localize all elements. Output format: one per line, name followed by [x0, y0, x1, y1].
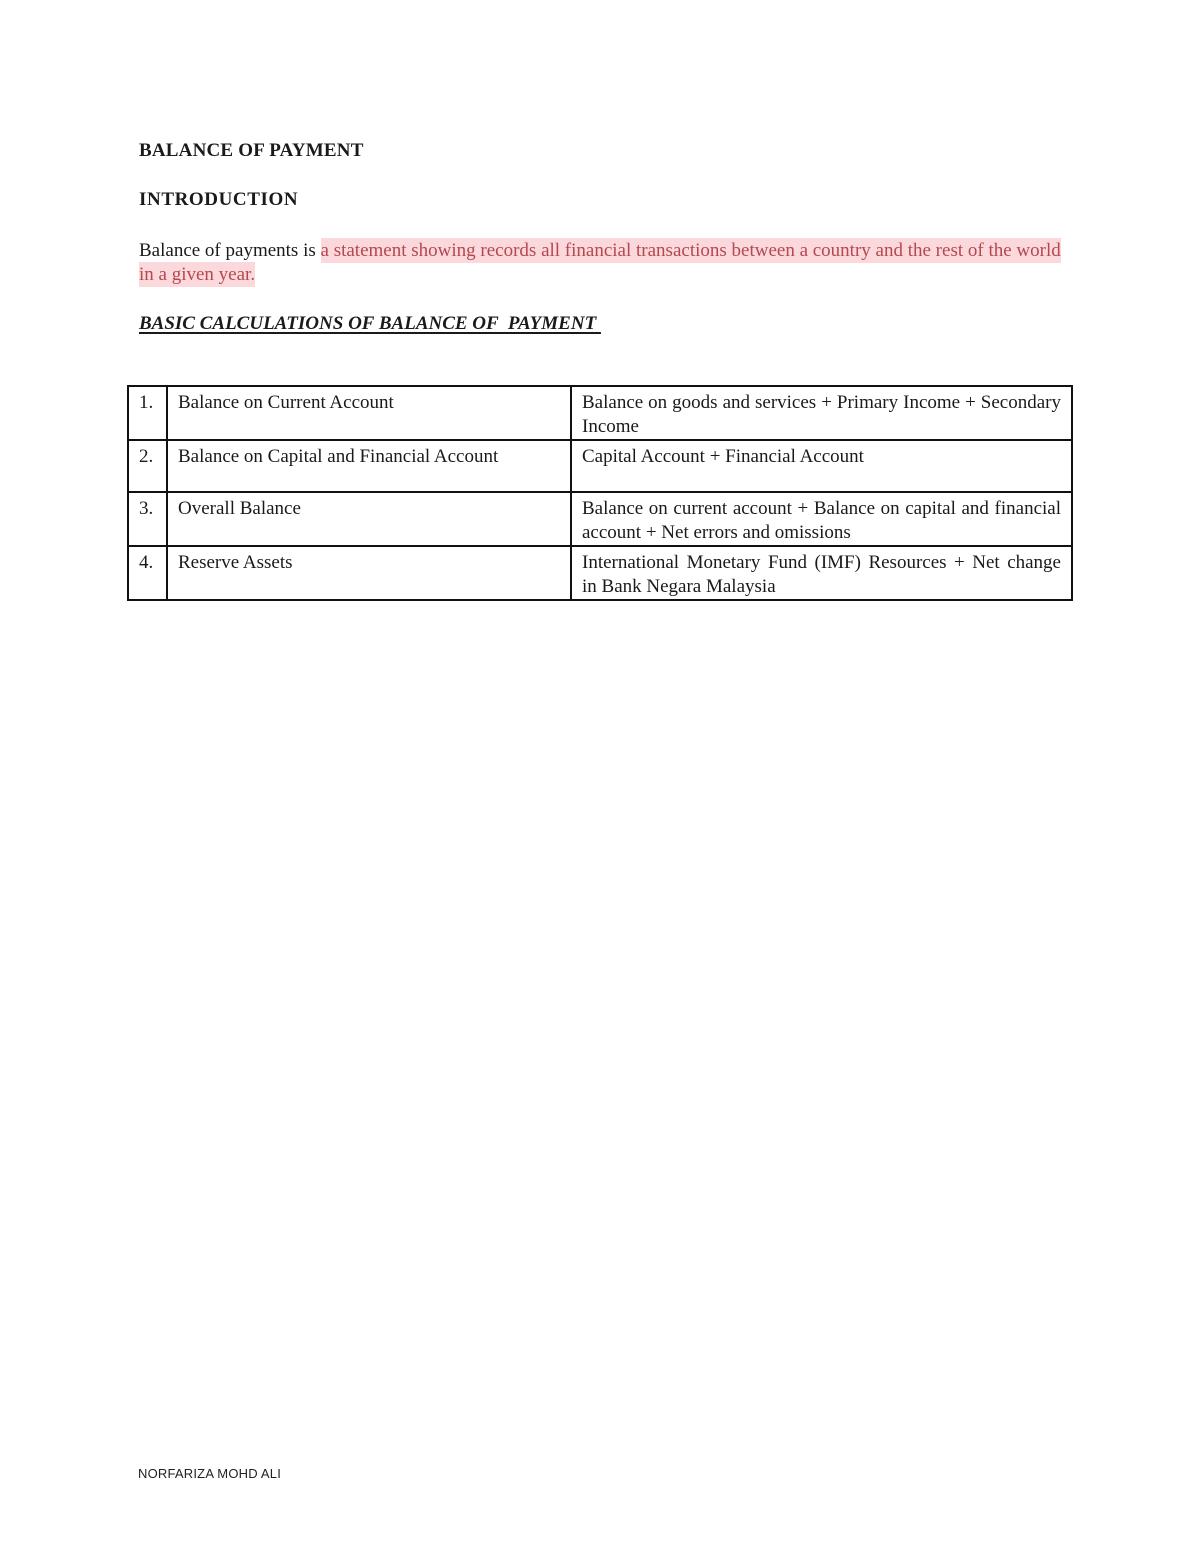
intro-lead-text: Balance of payments is — [139, 240, 321, 261]
row-formula: International Monetary Fund (IMF) Resources + Net change in Bank Negara Malaysia — [571, 546, 1072, 600]
row-number: 4. — [128, 546, 167, 600]
row-name: Overall Balance — [167, 492, 571, 546]
highlighted-definition: a statement showing records all financial transactions between a country and the rest of the world in a given year. — [139, 240, 1061, 285]
row-name: Balance on Current Account — [167, 386, 571, 440]
row-number: 1. — [128, 386, 167, 440]
document-title: BALANCE OF PAYMENT — [139, 140, 364, 161]
row-name: Reserve Assets — [167, 546, 571, 600]
table-row — [128, 546, 1072, 600]
row-formula: Balance on current account + Balance on capital and financial account + Net errors and omissions — [571, 492, 1072, 546]
intro-paragraph — [139, 239, 1069, 287]
row-formula: Capital Account + Financial Account — [571, 440, 1072, 492]
section-heading: BASIC CALCULATIONS OF BALANCE OF PAYMENT — [139, 313, 601, 334]
table-row — [128, 440, 1072, 492]
row-number: 3. — [128, 492, 167, 546]
calculations-table — [127, 385, 1073, 601]
footer-author: NORFARIZA MOHD ALI — [138, 1466, 282, 1481]
table-row — [128, 386, 1072, 440]
table-row — [128, 492, 1072, 546]
row-formula: Balance on goods and services + Primary Income + Secondary Income — [571, 386, 1072, 440]
row-name: Balance on Capital and Financial Account — [167, 440, 571, 492]
intro-heading: INTRODUCTION — [139, 189, 299, 210]
row-number: 2. — [128, 440, 167, 492]
